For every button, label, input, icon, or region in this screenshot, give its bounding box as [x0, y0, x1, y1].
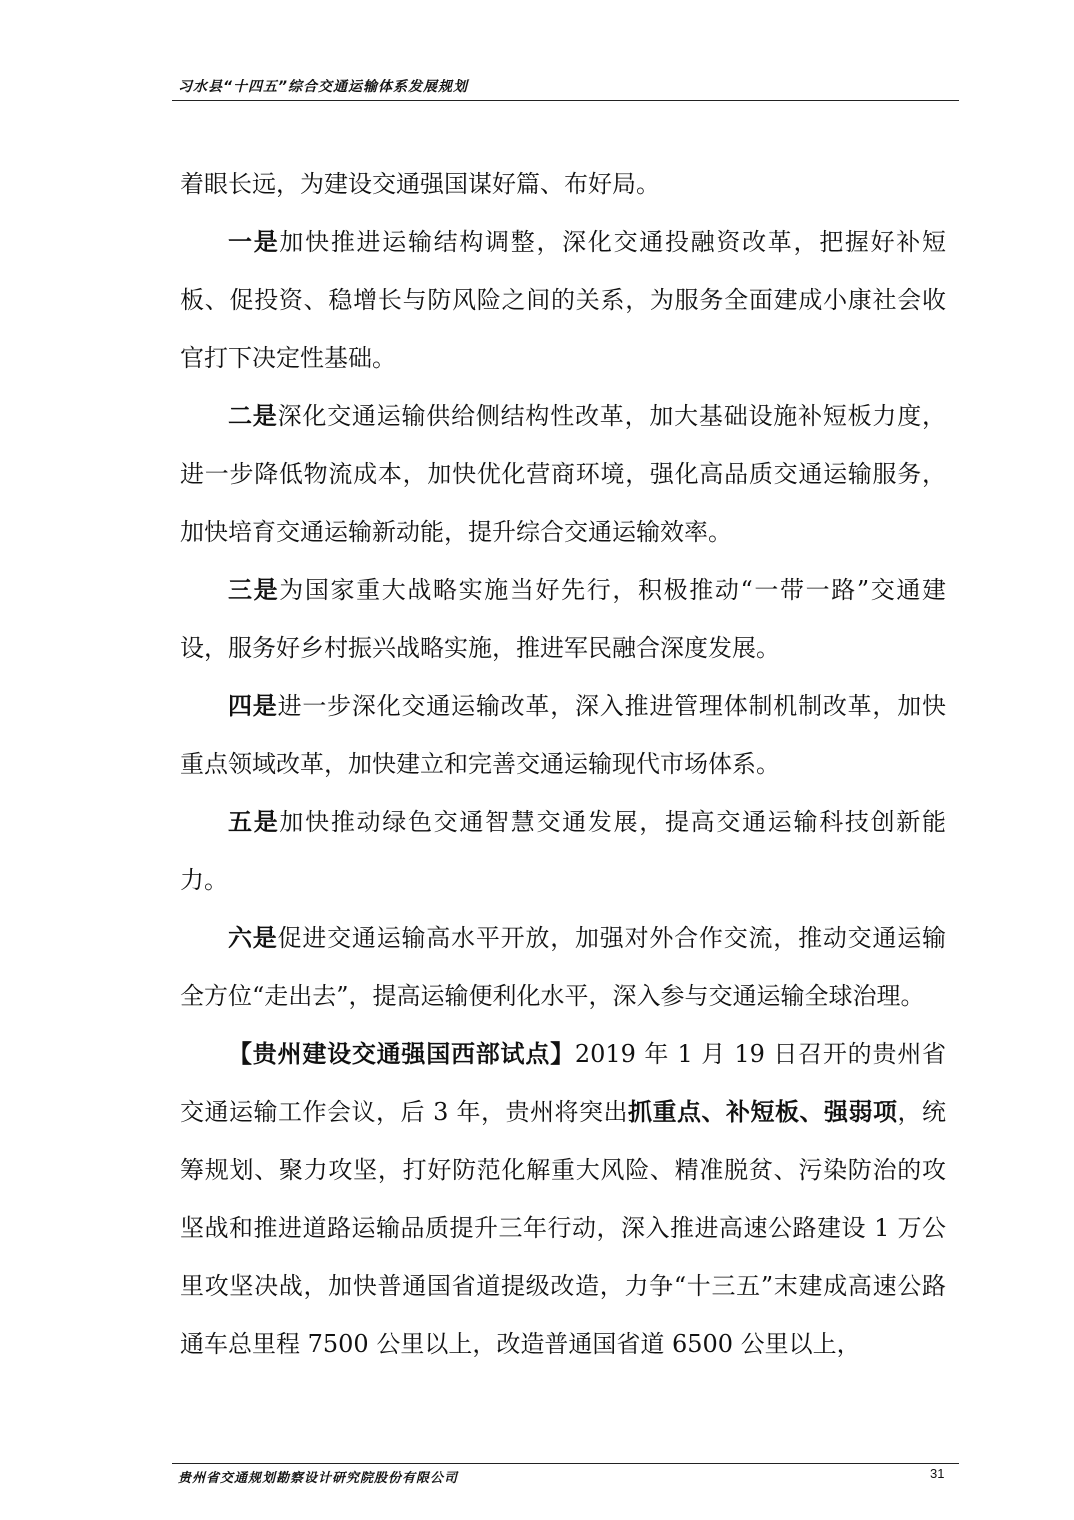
item-text: 加快推动绿色交通智慧交通发展，提高交通运输科技创新能力。 [180, 808, 947, 894]
item-text: 进一步深化交通运输改革，深入推进管理体制机制改革，加快重点领域改革，加快建立和完善交通运输现代市场体系。 [180, 692, 947, 778]
header-divider [172, 100, 959, 101]
list-item-4 [180, 677, 946, 793]
pilot-text-1: 2019 年 1 月 19 日召开的贵州省交通运输工作会议，后 3 年，贵州将突出 [180, 1040, 947, 1126]
document-body [180, 155, 946, 1373]
page-header: 习水县“十四五”综合交通运输体系发展规划 [178, 79, 469, 95]
item-lead: 一是 [228, 227, 280, 256]
page-number: 31 [930, 1466, 945, 1481]
item-lead: 三是 [228, 575, 280, 604]
footer-divider [172, 1463, 959, 1464]
pilot-emphasis: 抓重点、补短板、强弱项 [628, 1097, 898, 1126]
list-item-1 [180, 213, 946, 387]
list-item-6 [180, 909, 946, 1025]
page-footer: 贵州省交通规划勘察设计研究院股份有限公司 [178, 1471, 459, 1486]
list-item-2 [180, 387, 946, 561]
item-text: 促进交通运输高水平开放，加强对外合作交流，推动交通运输全方位“走出去”，提高运输便利化水平，深入参与交通运输全球治理。 [180, 924, 947, 1010]
item-lead: 五是 [228, 807, 280, 836]
paragraph-continued: 着眼长远，为建设交通强国谋好篇、布好局。 [180, 170, 660, 198]
pilot-text-2: ，统筹规划、聚力攻坚，打好防范化解重大风险、精准脱贫、污染防治的攻坚战和推进道路运输品质提升三年行动，深入推进高速公路建设 1 万公里攻坚决战，加快普通国省道提级改造，力争“十三五”末建成高速公路通车总里程 7500 公里以上，改造普通国省道 6500 公里以上， [180, 1098, 947, 1358]
pilot-lead: 【贵州建设交通强国西部试点】 [228, 1039, 575, 1068]
list-item-3 [180, 561, 946, 677]
list-item-5 [180, 793, 946, 909]
item-lead: 四是 [228, 691, 278, 720]
item-lead: 二是 [228, 401, 278, 430]
item-lead: 六是 [228, 923, 278, 952]
item-text: 深化交通运输供给侧结构性改革，加大基础设施补短板力度，进一步降低物流成本，加快优化营商环境，强化高品质交通运输服务，加快培育交通运输新动能，提升综合交通运输效率。 [180, 402, 947, 546]
item-text: 为国家重大战略实施当好先行，积极推动“一带一路”交通建设，服务好乡村振兴战略实施，推进军民融合深度发展。 [180, 576, 946, 662]
pilot-paragraph [180, 1025, 946, 1373]
item-text: 加快推进运输结构调整，深化交通投融资改革，把握好补短板、促投资、稳增长与防风险之间的关系，为服务全面建成小康社会收官打下决定性基础。 [180, 228, 947, 372]
